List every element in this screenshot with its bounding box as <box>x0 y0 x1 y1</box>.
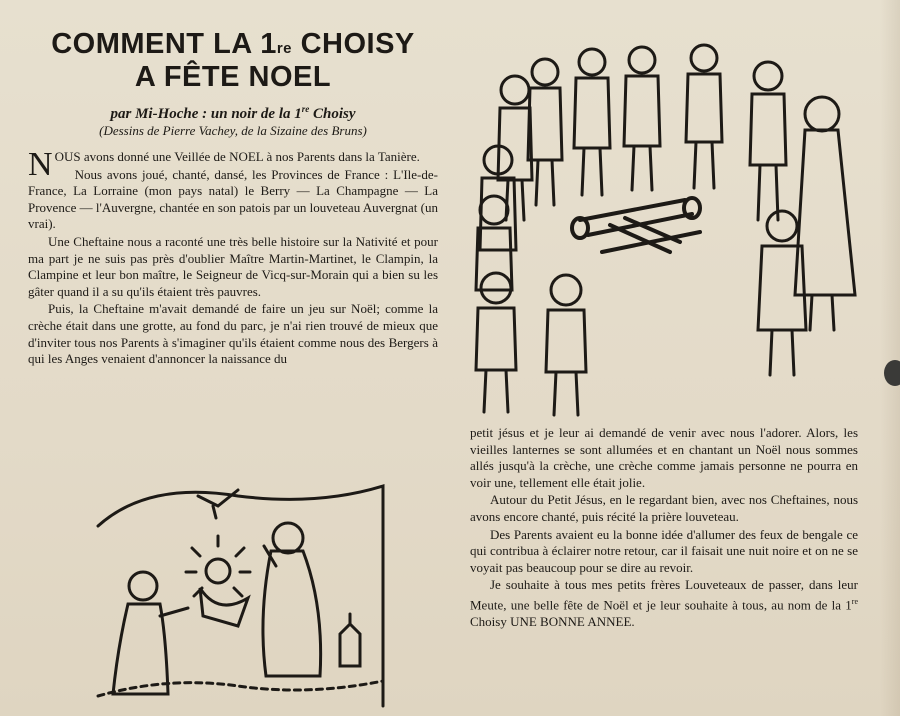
illustration-credits: (Dessins de Pierre Vachey, de la Sizaine des Bruns) <box>99 123 367 138</box>
paragraph-3: Une Cheftaine nous a raconté une très belle histoire sur la Nativité et pour ma part je ne suis pas près d'oublier Maître Martin-Martinet, le Clampin, la Clampine et leur bon maître, le Seigneur de Vicq-sur-Morain qui a bien su les gâter quand il a su qu'ils étaient très pauvres. <box>28 233 438 299</box>
right-column <box>470 425 858 631</box>
page-edge-shadow <box>880 0 900 716</box>
paragraph-5: Autour du Petit Jésus, en le regardant bien, avec nos Cheftaines, nous avons encore chanté, puis récité la prière louveteau. <box>470 492 858 524</box>
byline: par Mi-Hoche : un noir de la 1re Choisy <box>110 104 356 122</box>
paragraph-4-continued: petit jésus et je leur ai demandé de venir avec nous l'adorer. Alors, les vieilles lanternes se sont allumées et en chantant un Noël nous sommes allés jusqu'à la crèche, une crèche comme jamais personne ne pourra en voir une, tellement elle était jolie. <box>470 425 858 490</box>
scout-figure-9 <box>476 273 516 412</box>
paragraph-6: Des Parents avaient eu la bonne idée d'allumer des feux de bengale ce qui contribua à éclairer notre retour, car il faisait une nuit noire et on ne se voyait pas beaucoup pour se dire au revoir. <box>470 526 858 575</box>
drop-cap: N <box>28 146 53 183</box>
scout-figure-2 <box>528 59 562 205</box>
mary-figure <box>263 523 321 676</box>
scout-figure-4 <box>624 47 660 190</box>
log-fire <box>572 198 700 252</box>
joseph-figure <box>113 572 188 694</box>
binding-hole <box>884 360 900 386</box>
scout-figure-10 <box>546 275 586 415</box>
nativity-illustration <box>88 476 388 708</box>
article-title: COMMENT LA 1re CHOISY A FÊTE NOEL <box>51 28 415 93</box>
paragraph-4: Puis, la Cheftaine m'avait demandé de faire un jeu sur Noël; comme la crèche était dans une grotte, au fond du parc, je n'ai rien trouvé de mieux que d'inviter tous nos Parents à s'imaginer qu'ils étaient comme nous des Bergers à qui les Anges venaient d'annoncer la naissance du <box>28 301 438 367</box>
scouts-campfire-illustration <box>470 30 870 420</box>
scout-figure-5 <box>686 45 722 188</box>
paragraph-2: Nous avons joué, chanté, dansé, les Provinces de France : L'Ile-de-France, La Lorraine (mon pays natal) le Berry — La Champagne — La Provence — l'Auvergne, chantée en son patois par un louveteau Auvergnat (un vrai). <box>28 166 438 232</box>
scout-figure-6 <box>750 62 786 220</box>
left-column <box>28 28 438 369</box>
scout-figure-3 <box>574 49 610 195</box>
paragraph-1: NOUS avons donné une Veillée de NOEL à nos Parents dans la Tanière. <box>28 146 420 183</box>
infant-figure <box>186 536 250 626</box>
lantern <box>340 614 360 666</box>
paragraph-7: Je souhaite à tous mes petits frères Louveteaux de passer, dans leur Meute, une belle fête de Noël et je leur souhaite à tous, au nom de la 1re Choisy UNE BONNE ANNEE. <box>470 577 858 629</box>
